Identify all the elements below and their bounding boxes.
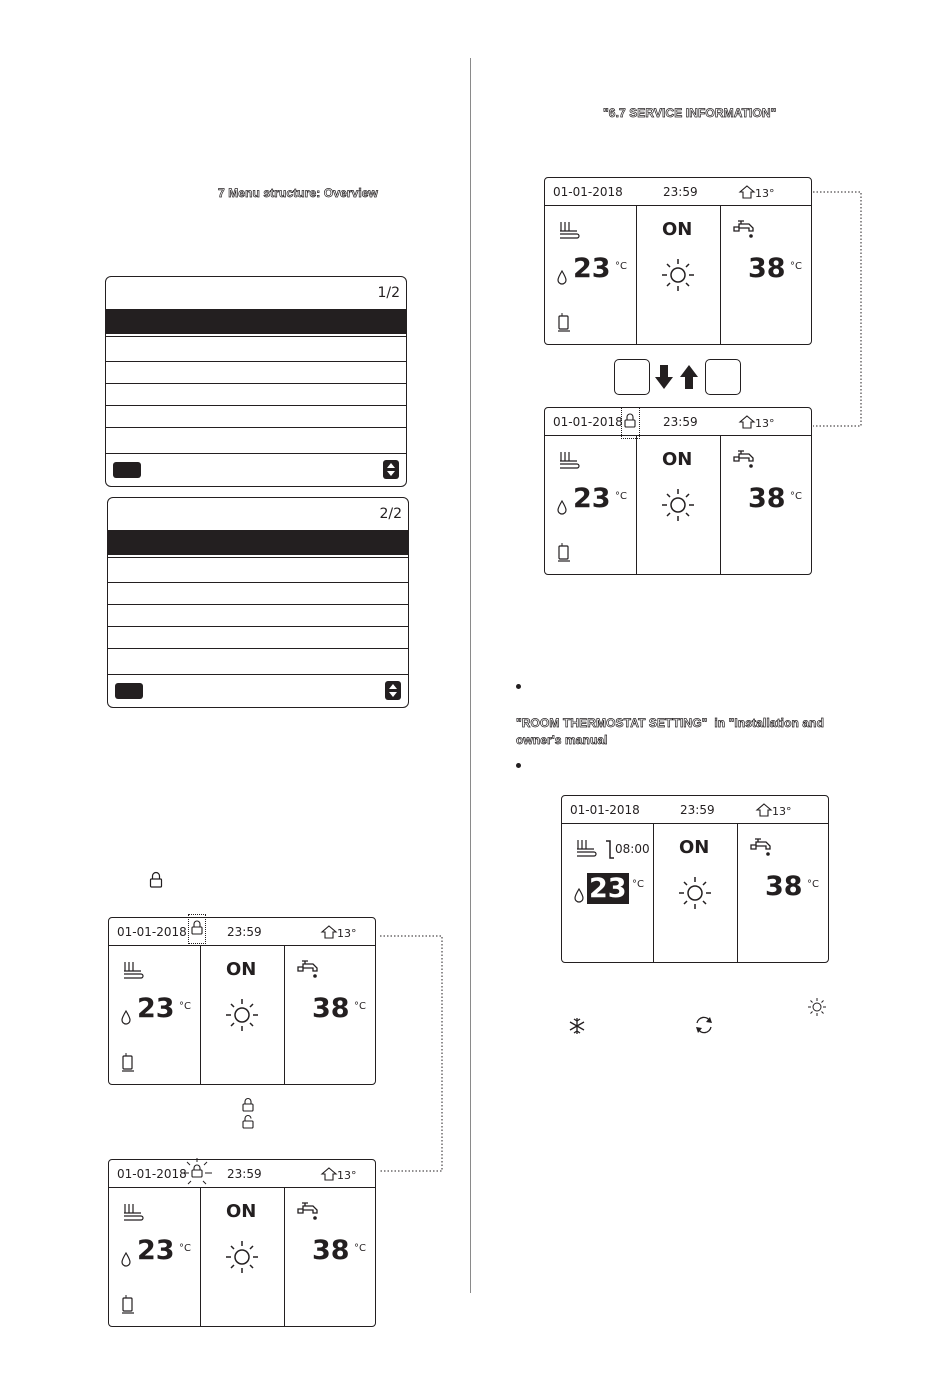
tap-icon [733, 218, 759, 242]
bullet [516, 684, 521, 689]
outdoor-temp: 13° [739, 185, 775, 200]
tap-icon [297, 1200, 323, 1224]
connector-line [813, 191, 865, 429]
tank-temperature[interactable]: 38 [765, 871, 803, 902]
tank-temperature[interactable]: 38 [312, 1235, 350, 1266]
unit-label: °C [790, 491, 802, 502]
tap-icon [750, 836, 776, 860]
lock-icon [241, 1097, 255, 1113]
sun-icon [225, 998, 259, 1032]
bullet [516, 763, 521, 768]
tank-temperature[interactable]: 38 [312, 993, 350, 1024]
house-icon [756, 803, 772, 817]
room-temperature[interactable]: 23 [137, 993, 175, 1024]
house-icon [739, 415, 755, 429]
drop-icon [557, 270, 567, 284]
unit-label: °C [615, 491, 627, 502]
updown-icon[interactable] [383, 460, 399, 479]
room-temperature-selected[interactable]: 23 [589, 873, 627, 904]
unlock-icon [241, 1114, 255, 1130]
mode-status: ON [662, 219, 693, 240]
sun-icon [807, 997, 827, 1017]
date-display: 01-01-2018 [117, 925, 187, 939]
lock-icon [149, 871, 163, 893]
floor-heating-icon [559, 451, 579, 469]
drop-icon [574, 888, 584, 902]
tank-icon [557, 543, 571, 563]
menu-footer [108, 674, 408, 707]
time-display: 23:59 [663, 415, 698, 429]
lock-highlight [188, 914, 206, 944]
outdoor-temp: 13° [321, 1167, 357, 1182]
tank-icon [121, 1053, 135, 1073]
unit-label: °C [790, 261, 802, 272]
house-icon [321, 925, 337, 939]
drop-icon [121, 1252, 131, 1266]
menu-item-selected[interactable] [106, 309, 406, 334]
room-thermostat-reference: "ROOM THERMOSTAT SETTING" in "Installation and [516, 716, 825, 730]
menu-item[interactable] [106, 405, 406, 427]
home-screen-unlocking [108, 1159, 376, 1327]
time-display: 23:59 [227, 1167, 262, 1181]
floor-heating-icon [576, 839, 596, 857]
page-indicator: 2/2 [379, 506, 402, 522]
outdoor-temp: 13° [321, 925, 357, 940]
menu-item[interactable] [108, 557, 408, 579]
unit-label: °C [615, 261, 627, 272]
tank-icon [121, 1295, 135, 1315]
house-icon [739, 185, 755, 199]
time-display: 23:59 [227, 925, 262, 939]
menu-item[interactable] [106, 427, 406, 450]
menu-screen-page2 [107, 497, 409, 708]
drop-icon [121, 1010, 131, 1024]
page-indicator: 1/2 [377, 285, 400, 301]
mode-status: ON [226, 959, 257, 980]
tap-icon [733, 448, 759, 472]
tank-temperature[interactable]: 38 [748, 483, 786, 514]
date-display: 01-01-2018 [570, 803, 640, 817]
sun-icon [661, 258, 695, 292]
lock-blink-icon [179, 1158, 215, 1188]
outdoor-temp: 13° [739, 415, 775, 430]
menu-item[interactable] [108, 626, 408, 648]
column-divider [470, 58, 471, 1293]
menu-screen-page1 [105, 276, 407, 487]
key-button-right[interactable] [705, 359, 741, 395]
tank-temperature[interactable]: 38 [748, 253, 786, 284]
menu-item[interactable] [106, 383, 406, 405]
arrow-down-icon [654, 364, 674, 390]
arrow-up-icon [679, 364, 699, 390]
sun-icon [661, 488, 695, 522]
home-screen-schedule [561, 795, 829, 963]
date-display: 01-01-2018 [553, 415, 623, 429]
room-temperature[interactable]: 23 [573, 253, 611, 284]
unit-label: °C [354, 1243, 366, 1254]
room-temperature[interactable]: 23 [573, 483, 611, 514]
floor-heating-icon [559, 221, 579, 239]
time-display: 23:59 [680, 803, 715, 817]
menu-item[interactable] [106, 336, 406, 358]
mode-status: ON [662, 449, 693, 470]
tap-icon [297, 958, 323, 982]
schedule-icon [604, 840, 614, 860]
unit-label: °C [807, 879, 819, 890]
key-button-left[interactable] [614, 359, 650, 395]
room-temperature[interactable]: 23 [137, 1235, 175, 1266]
house-icon [321, 1167, 337, 1181]
unit-label: °C [354, 1001, 366, 1012]
home-screen-main [544, 177, 812, 345]
sun-icon [225, 1240, 259, 1274]
ok-button[interactable] [115, 683, 143, 699]
menu-item[interactable] [108, 604, 408, 626]
snowflake-icon [568, 1017, 586, 1035]
menu-footer [106, 453, 406, 486]
drop-icon [557, 500, 567, 514]
ok-button[interactable] [113, 462, 141, 478]
sun-icon [678, 876, 712, 910]
unit-label: °C [179, 1001, 191, 1012]
outdoor-temp: 13° [756, 803, 792, 818]
menu-item[interactable] [108, 648, 408, 671]
menu-item[interactable] [106, 361, 406, 383]
unit-label: °C [179, 1243, 191, 1254]
updown-icon[interactable] [385, 681, 401, 700]
unit-label: °C [632, 879, 644, 890]
menu-structure-reference: 7 Menu structure: Overview [218, 186, 378, 200]
tank-icon [557, 313, 571, 333]
manual-reference: owner's manual [516, 733, 608, 747]
connector-line [380, 935, 444, 1173]
menu-item[interactable] [108, 582, 408, 604]
menu-item-selected[interactable] [108, 530, 408, 555]
home-screen-locked [544, 407, 812, 575]
date-display: 01-01-2018 [117, 1167, 187, 1181]
home-screen-locked [108, 917, 376, 1085]
service-information-reference: "6.7 SERVICE INFORMATION" [603, 106, 777, 120]
auto-icon [693, 1015, 715, 1035]
floor-heating-icon [123, 1203, 143, 1221]
floor-heating-icon [123, 961, 143, 979]
date-display: 01-01-2018 [553, 185, 623, 199]
time-display: 23:59 [663, 185, 698, 199]
mode-status: ON [679, 837, 710, 858]
mode-status: ON [226, 1201, 257, 1222]
schedule-time: 08:00 [615, 842, 650, 856]
